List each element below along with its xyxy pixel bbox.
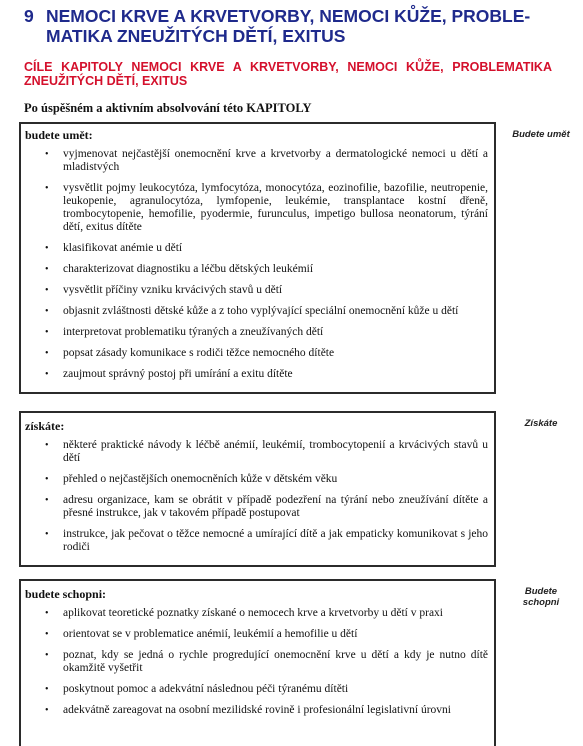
section-budete-umet bbox=[19, 122, 496, 394]
bullet-icon: • bbox=[45, 327, 49, 338]
list-item: • objasnit zvláštnosti dětské kůže a z toho vyplývající speciální onemocnění kůže u dětí bbox=[45, 305, 459, 317]
list-item: • klasifikovat anémie u dětí bbox=[45, 242, 183, 254]
section-list bbox=[21, 148, 494, 389]
intro-text: Po úspěšném a aktivním absolvování této KAPITOLY bbox=[24, 101, 312, 115]
bullet-icon: • bbox=[45, 369, 49, 380]
list-item: • zaujmout správný postoj při umírání a exitu dítěte bbox=[45, 368, 293, 380]
section-ziskate bbox=[19, 411, 496, 567]
list-item: • instrukce, jak pečovat o těžce nemocné a umírající dítě a jak empaticky komunikovat s jeho rodiči bbox=[45, 528, 488, 553]
section-budete-schopni bbox=[19, 579, 496, 746]
bullet-icon: • bbox=[45, 474, 49, 485]
bullet-icon: • bbox=[45, 608, 49, 619]
bullet-icon: • bbox=[45, 306, 49, 317]
bullet-icon: • bbox=[45, 629, 49, 640]
bullet-icon: • bbox=[45, 264, 49, 275]
list-item: • vysvětlit pojmy leukocytóza, lymfocytóza, monocytóza, eozinofilie, bazofilie, neutropenie, leukopenie, agranulocytóza, lymfopenie, leukémie, transplantace kostní dřeně, trombocytopenie, hemofilie, pyodermie, furunculus, impetigo bullosa neonatorum, týrání dětí, exitus dítěte bbox=[45, 182, 488, 233]
list-item: • vysvětlit příčiny vzniku krvácivých stavů u dětí bbox=[45, 284, 283, 296]
bullet-icon: • bbox=[45, 705, 49, 716]
list-item: • vyjmenovat nejčastější onemocnění krve a krvetvorby a dermatologické nemoci u dětí a mladistvých bbox=[45, 148, 488, 173]
list-item: • charakterizovat diagnostiku a léčbu dětských leukémií bbox=[45, 263, 314, 275]
section-list bbox=[21, 439, 494, 562]
goals-heading-line-1: CÍLE KAPITOLY NEMOCI KRVE A KRVETVORBY, NEMOCI KŮŽE, PROBLEMATIKA bbox=[24, 60, 552, 74]
list-item: • aplikovat teoretické poznatky získané o nemocech krve a krvetvorby u dětí v praxi bbox=[45, 607, 443, 619]
section-list bbox=[21, 607, 494, 725]
section-title: budete schopni: bbox=[25, 587, 107, 601]
goals-heading-line-2: ZNEUŽITÝCH DĚTÍ, EXITUS bbox=[24, 74, 188, 88]
section-title: získáte: bbox=[25, 419, 65, 433]
bullet-icon: • bbox=[45, 529, 49, 540]
list-item: • poskytnout pomoc a adekvátní následnou péči týranému dítěti bbox=[45, 683, 349, 695]
list-item: • některé praktické návody k léčbě anémií, leukémií, trombocytopenií a krvácivých stavů u dětí bbox=[45, 439, 488, 464]
bullet-icon: • bbox=[45, 440, 49, 451]
goals-heading bbox=[24, 60, 552, 88]
bullet-icon: • bbox=[45, 243, 49, 254]
bullet-icon: • bbox=[45, 348, 49, 359]
chapter-title-line-1: NEMOCI KRVE A KRVETVORBY, NEMOCI KŮŽE, PROBLE- bbox=[46, 6, 531, 26]
list-item: • adekvátně zareagovat na osobní mezilidské rovině i profesionální legislativní úrovni bbox=[45, 704, 452, 716]
chapter-title bbox=[24, 6, 544, 46]
section-title: budete umět: bbox=[25, 128, 93, 142]
bullet-icon: • bbox=[45, 684, 49, 695]
chapter-title-line-2: MATIKA ZNEUŽITÝCH DĚTÍ, EXITUS bbox=[46, 26, 346, 46]
list-item: • poznat, kdy se jedná o rychle progredující onemocnění krve u dětí a kdy je nutno dítě okamžitě vyšetřit bbox=[45, 649, 488, 674]
list-item: • popsat zásady komunikace s rodiči těžce nemocného dítěte bbox=[45, 347, 335, 359]
bullet-icon: • bbox=[45, 650, 49, 661]
margin-note-ziskate: Získáte bbox=[524, 418, 558, 429]
chapter-number: 9 bbox=[24, 6, 34, 26]
margin-note-budete-schopni: Budete schopni bbox=[522, 586, 560, 608]
margin-note-budete-umet: Budete umět bbox=[512, 129, 570, 140]
bullet-icon: • bbox=[45, 285, 49, 296]
list-item: • adresu organizace, kam se obrátit v případě podezření na týrání nebo zneužívání dítěte a přesné instrukce, jak v takovém případě postupovat bbox=[45, 494, 488, 519]
list-item: • interpretovat problematiku týraných a zneužívaných dětí bbox=[45, 326, 324, 338]
bullet-icon: • bbox=[45, 495, 49, 506]
list-item: • orientovat se v problematice anémií, leukémií a hemofilie u dětí bbox=[45, 628, 358, 640]
bullet-icon: • bbox=[45, 183, 49, 194]
list-item: • přehled o nejčastějších onemocněních kůže v dětském věku bbox=[45, 473, 338, 485]
bullet-icon: • bbox=[45, 149, 49, 160]
